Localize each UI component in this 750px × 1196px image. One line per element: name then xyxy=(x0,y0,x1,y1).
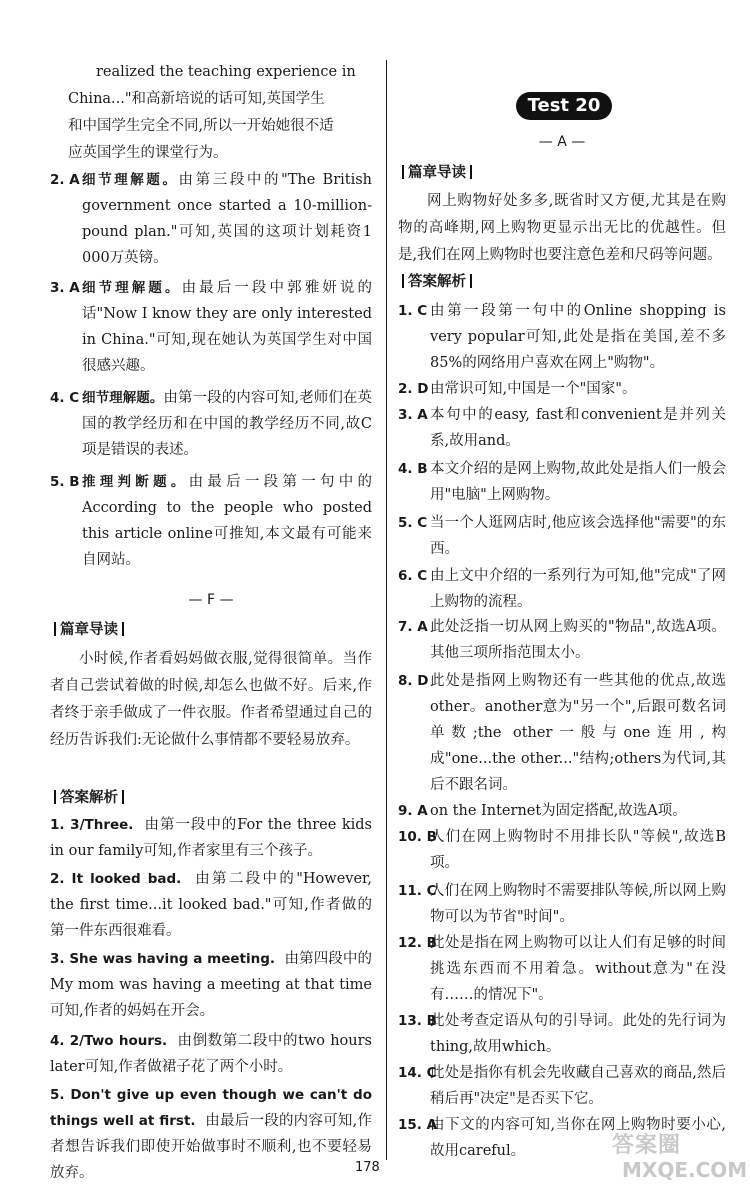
header-bar-icon xyxy=(122,622,124,636)
answer-key: 2. D xyxy=(398,381,429,397)
answer-text: 由第一段中的For the three kids in our family可知,作者家里有三个孩子。 xyxy=(50,817,372,859)
right-answer-2 xyxy=(398,376,726,404)
answer-key: 9. A xyxy=(398,803,428,819)
answer-key: 1. 3/Three. xyxy=(50,817,134,833)
answer-key: 8. D xyxy=(398,673,429,689)
answer-text: 此处是指你有机会先收藏自己喜欢的商品,然后稍后再"决定"是否买下它。 xyxy=(430,1065,726,1107)
answer-text: 由上文中介绍的一系列行为可知,他"完成"了网上购物的流程。 xyxy=(430,568,726,610)
intro-line-4: 应英国学生的课堂行为。 xyxy=(68,145,228,161)
section-letter-a: — A — xyxy=(538,134,586,150)
right-answer-14 xyxy=(398,1060,726,1114)
left-item-5 xyxy=(50,469,372,579)
intro-line-1: realized the teaching experience in xyxy=(96,64,356,80)
item-label: 推理判断题。 xyxy=(82,474,189,490)
intro-line-3: 和中国学生完全不同,所以一开始她很不适 xyxy=(68,118,334,134)
page-number: 178 xyxy=(355,1160,380,1175)
answer-text: 由第二段中的"However, the first time...it looked bad."可知,作者做的第一件东西很难看。 xyxy=(50,871,372,939)
item-number: 2. A xyxy=(50,172,80,188)
watermark-url: MXQE.COM xyxy=(622,1158,748,1182)
header-bar-icon xyxy=(54,790,56,804)
answer-text: 由第四段中的My mom was having a meeting at that time可知,作者的妈妈在开会。 xyxy=(50,951,373,1019)
right-answer-6 xyxy=(398,563,726,617)
answer-key: 12. B xyxy=(398,935,437,951)
item-text: 由第三段中的"The British government once started a 10-million-pound plan."可知,英国的这项计划耗资1 000万英镑。 xyxy=(82,172,373,266)
right-answer-3 xyxy=(398,402,726,456)
right-answer-7 xyxy=(398,614,726,668)
answer-key: 3. A xyxy=(398,407,428,423)
right-answer-9 xyxy=(398,798,726,826)
item-text: 由第一段的内容可知,老师们在英国的教学经历和在中国的教学经历不同,故C项是错误的表述。 xyxy=(82,390,373,458)
guide-header: 篇章导读 xyxy=(398,163,476,183)
answer-header: 答案解析 xyxy=(398,272,476,292)
right-answer-8 xyxy=(398,668,726,798)
right-answer-1 xyxy=(398,298,726,376)
answer-key: 4. 2/Two hours. xyxy=(50,1033,168,1049)
answer-text: 由倒数第二段中的two hours later可知,作者做裙子花了两个小时。 xyxy=(50,1033,372,1075)
answer-text: 人们在网上购物时不需要排队等候,所以网上购物可以为节省"时间"。 xyxy=(430,883,726,925)
answer-header: 答案解析 xyxy=(50,788,128,808)
left-item-2 xyxy=(50,167,372,277)
answer-text: 由常识可知,中国是一个"国家"。 xyxy=(430,381,637,397)
answer-key: 4. B xyxy=(398,461,428,477)
left-answer-4 xyxy=(50,1028,372,1084)
left-item-4 xyxy=(50,385,372,471)
answer-key: 14. C xyxy=(398,1065,437,1081)
header-bar-icon xyxy=(122,790,124,804)
guide-header: 篇章导读 xyxy=(50,620,128,640)
answer-text: 本句中的easy, fast和convenient是并列关系,故用and。 xyxy=(430,407,726,449)
left-item-3 xyxy=(50,275,372,385)
left-answer-2 xyxy=(50,866,372,946)
answer-text: on the Internet为固定搭配,故选A项。 xyxy=(430,803,687,819)
column-divider xyxy=(386,60,387,1160)
answer-key: 5. Don't give up even though we can't do things well at first. xyxy=(50,1087,372,1129)
answer-key: 10. B xyxy=(398,829,437,845)
left-answer-3 xyxy=(50,946,372,1026)
answer-text: 此处是指在网上购物可以让人们有足够的时间挑选东西而不用着急。without意为"在没有……的情况下"。 xyxy=(430,935,726,1003)
item-label: 细节理解题。 xyxy=(82,280,182,296)
answer-text: 此处泛指一切从网上购买的"物品",故选A项。其他三项所指范围太小。 xyxy=(430,619,726,661)
answer-text: 由下文的内容可知,当你在网上购物时要小心,故用careful。 xyxy=(430,1117,726,1159)
section-letter-f: — F — xyxy=(188,592,234,608)
answer-text: 此处是指网上购物还有一些其他的优点,故选other。another意为"另一个",后跟可数名词单数;the other一般与one连用,构成"one...the other..."结构;others为代词,其后不跟名词。 xyxy=(430,673,726,793)
item-text: 由最后一段第一句中的According to the people who posted this article online可推知,本文最有可能来自网站。 xyxy=(82,474,373,568)
right-answer-13 xyxy=(398,1008,726,1062)
answer-key: 7. A xyxy=(398,619,428,635)
header-bar-icon xyxy=(470,165,472,179)
left-answer-1 xyxy=(50,812,372,868)
item-label: 细节理解题。 xyxy=(82,390,164,406)
guide-paragraph: 小时候,作者看妈妈做衣服,觉得很简单。当作者自己尝试着做的时候,却怎么也做不好。后来,作者终于亲手做成了一件衣服。作者希望通过自己的经历告诉我们:无论做什么事情都不要轻易放弃。 xyxy=(50,651,372,748)
header-bar-icon xyxy=(402,165,404,179)
answer-key: 3. She was having a meeting. xyxy=(50,951,276,967)
answer-key: 1. C xyxy=(398,303,428,319)
header-bar-icon xyxy=(402,274,404,288)
item-number: 5. B xyxy=(50,474,80,490)
intro-line-2: China..."和高新培说的话可知,英国学生 xyxy=(68,91,325,107)
answer-text: 由最后一段的内容可知,作者想告诉我们即使开始做事时不顺利,也不要轻易放弃。 xyxy=(50,1113,372,1181)
header-bar-icon xyxy=(470,274,472,288)
answer-text: 当一个人逛网店时,他应该会选择他"需要"的东西。 xyxy=(430,515,726,557)
answer-text: 人们在网上购物时不用排长队"等候",故选B项。 xyxy=(430,829,726,871)
right-answer-4 xyxy=(398,456,726,510)
watermark-logo: 答案圈 xyxy=(612,1133,682,1158)
answer-key: 15. A xyxy=(398,1117,438,1133)
item-text: 由最后一段中郭雅妍说的话"Now I know they are only interested in China."可知,现在她认为英国学生对中国很感兴趣。 xyxy=(82,280,372,374)
answer-key: 2. It looked bad. xyxy=(50,871,182,887)
right-answer-10 xyxy=(398,824,726,878)
item-number: 3. A xyxy=(50,280,80,296)
guide-paragraph: 网上购物好处多多,既省时又方便,尤其是在购物的高峰期,网上购物更显示出无比的优越性。但是,我们在网上购物时也要注意色差和尺码等问题。 xyxy=(398,193,726,263)
right-answer-12 xyxy=(398,930,726,1008)
answer-text: 本文介绍的是网上购物,故此处是指人们一般会用"电脑"上网购物。 xyxy=(430,461,726,503)
answer-key: 5. C xyxy=(398,515,428,531)
item-number: 4. C xyxy=(50,390,80,406)
test-badge: Test 20 xyxy=(516,92,612,120)
answer-key: 13. B xyxy=(398,1013,437,1029)
right-answer-11 xyxy=(398,878,726,932)
answer-key: 6. C xyxy=(398,568,428,584)
header-bar-icon xyxy=(54,622,56,636)
answer-text: 由第一段第一句中的Online shopping is very popular可知,此处是指在美国,差不多85%的网络用户喜欢在网上"购物"。 xyxy=(430,303,726,371)
right-answer-5 xyxy=(398,510,726,564)
answer-key: 11. C xyxy=(398,883,437,899)
answer-text: 此处考查定语从句的引导词。此处的先行词为thing,故用which。 xyxy=(430,1013,726,1055)
item-label: 细节理解题。 xyxy=(82,172,179,188)
